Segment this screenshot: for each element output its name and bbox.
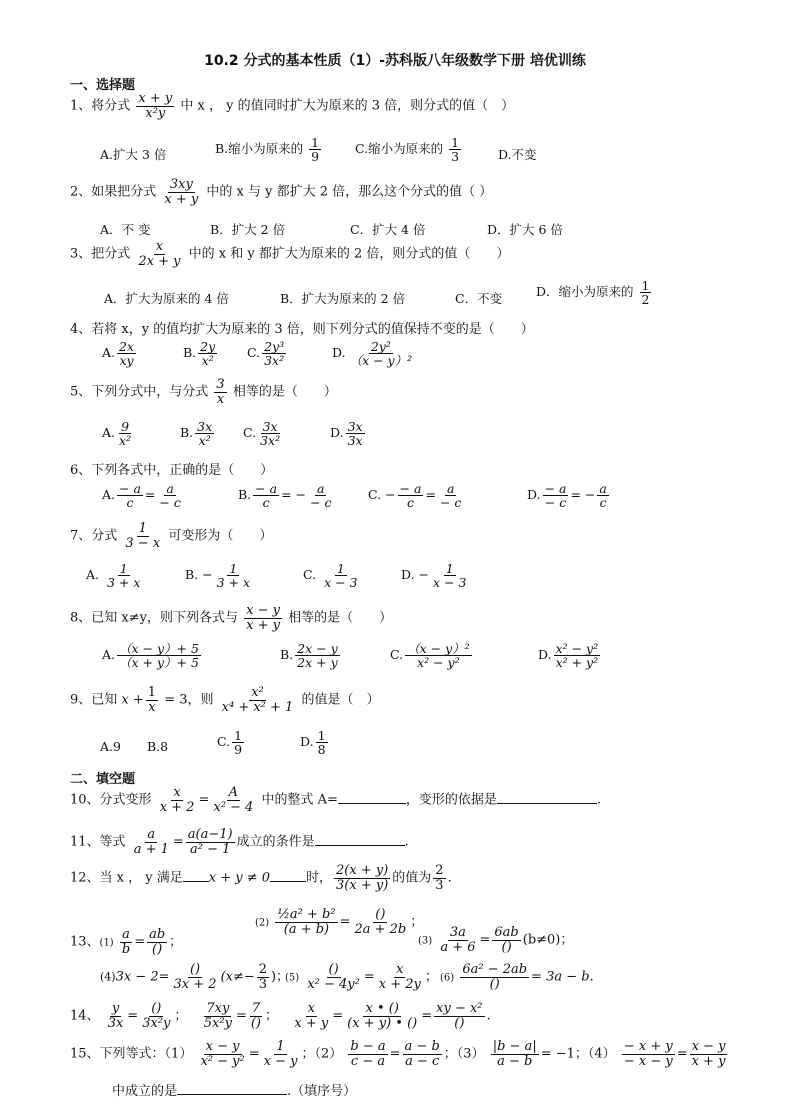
q13-part-4: (4)3x − 2= $\frac{()}{3x + 2}$ (x≠− $\frac{2}{3}$ )； <box>100 962 290 992</box>
q12-blank-2[interactable] <box>270 881 306 882</box>
q13-part-2: (2) $\frac{\text{½a² + b²}}{(a + b)}$ = $\frac{()}{2a + 2b}$ ； <box>255 907 424 937</box>
question-8: 8、已知 x≠y，则下列各式与 $\frac{x - y}{x + y}$ 相等的是（ ） <box>70 603 393 633</box>
question-11: 11、等式 $\frac{a}{a + 1}$ = $\frac{a(a-1)}{\text{a² − 1}}$ 成立的条件是 . <box>70 827 409 857</box>
q6-option-c: C. − $\frac{- a}{c}$ = $\frac{a}{- c}$ <box>368 481 462 511</box>
q9-option-d: D. $\frac{1}{8}$ <box>300 728 326 758</box>
question-2: 2、如果把分式 $\frac{3xy}{x + y}$ 中的 x 与 y 都扩大 2 倍，那么这个分式的值（ ） <box>70 177 493 207</box>
page-title: 10.2 分式的基本性质（1）-苏科版八年级数学下册 培优训练 <box>204 53 586 69</box>
question-6: 6、下列各式中，正确的是（ ） <box>70 463 274 478</box>
q5-option-b: B. $\frac{3x}{\text{x²}}$ <box>180 419 213 449</box>
q3-option-d: D．缩小为原来的 $\frac{1}{2}$ <box>536 278 650 308</box>
question-12: 12、当 x ， y 满足 x + y ≠ 0 时， $\frac{2(x + y)}{3(x + y)}$ 的值为 $\frac{2}{3}$ . <box>70 863 452 893</box>
q1-prefix: 1、将分式 <box>70 98 131 114</box>
q5-option-c: C. $\frac{3x}{\text{3x²}}$ <box>243 419 281 449</box>
q4-option-c: C. $\frac{\text{2y³}}{\text{3x²}}$ <box>247 339 285 369</box>
q8-option-b: B. $\frac{2x - y}{2x + y}$ <box>280 641 338 671</box>
q15-blank[interactable] <box>177 1094 287 1095</box>
section-choice-heading: 一、选择题 <box>70 78 136 93</box>
q8-option-d: D. $\frac{\text{x² − y²}}{\text{x² + y²}}$ <box>538 641 599 671</box>
q7-option-a: A. $\frac{1}{3 + x}$ <box>86 561 141 591</box>
q9-option-b: B.8 <box>147 739 169 754</box>
q1-option-c: C.缩小为原来的 $\frac{1}{3}$ <box>355 135 460 165</box>
q1-option-b: B.缩小为原来的 $\frac{1}{9}$ <box>215 135 320 165</box>
q2-fraction: $\frac{3xy}{x + y}$ <box>164 177 199 207</box>
q1-option-a: A.扩大 3 倍 <box>100 147 167 162</box>
q4-option-b: B. $\frac{2y}{\text{x²}}$ <box>183 339 216 369</box>
q3-option-b: B．扩大为原来的 2 倍 <box>280 291 406 306</box>
q13-part-5: (5) $\frac{()}{\text{x² − 4y²}}$ = $\frac{x}{x + 2y}$ ； <box>285 962 438 992</box>
question-14: 14、 $\frac{y}{3x}$ = $\frac{()}{\text{3x²y}}$ ； $\frac{7xy}{\text{5x²y}}$ = $\frac{7}{()}$ ； $\frac{x}{x + y}$ = $\frac{x • ()}{(x + y) • ()}$ = $\frac{\text{xy − x²}}{()}$ . <box>70 1001 491 1031</box>
q10-blank-a[interactable] <box>338 803 406 804</box>
question-10: 10、分式变形 $\frac{x}{x + 2}$ = $\frac{A}{\text{x² − 4}}$ 中的整式 A= ，变形的依据是 . <box>70 785 602 815</box>
q7-option-b: B. − $\frac{1}{3 + x}$ <box>185 561 251 591</box>
q2-option-a: A．不 变 <box>100 222 151 237</box>
q11-blank[interactable] <box>315 845 405 846</box>
q6-option-b: B. $\frac{- a}{c}$ = − $\frac{a}{- c}$ <box>238 481 332 511</box>
q7-option-d: D. − $\frac{1}{x - 3}$ <box>401 561 467 591</box>
q4-option-d: D. $\frac{\text{2y²}}{\text{（x − y）²}}$ <box>332 339 413 369</box>
q3-fraction: $\frac{x}{2x + y}$ <box>138 239 181 269</box>
question-13: 13、(1) $\frac{a}{b}$ = $\frac{ab}{()}$ ； <box>70 927 183 957</box>
q13-part-3: (3) $\frac{3a}{a + 6}$ = $\frac{6ab}{()}$ (b≠0)； <box>418 925 574 955</box>
q12-blank-1[interactable] <box>183 881 209 882</box>
question-9: 9、已知 x + $\frac{1}{x}$ = 3，则 $\frac{\text{x²}}{\text{x⁴ + x² + 1}}$ 的值是（ ） <box>70 685 380 715</box>
question-5: 5、下列分式中，与分式 $\frac{3}{x}$ 相等的是（ ） <box>70 377 337 407</box>
q1-suffix: 中 x ， y 的值同时扩大为原来的 3 倍，则分式的值（ ） <box>180 98 515 114</box>
q3-option-c: C．不变 <box>455 291 503 306</box>
q9-option-a: A.9 <box>100 739 121 754</box>
q3-option-a: A．扩大为原来的 4 倍 <box>104 291 229 306</box>
q8-option-c: C. $\frac{\text{（x − y）²}}{\text{x² − y²}}$ <box>390 641 470 671</box>
question-3: 3、把分式 $\frac{x}{2x + y}$ 中的 x 和 y 都扩大为原来的 2 倍，则分式的值（ ） <box>70 239 510 269</box>
q1-fraction: $\frac{x + y}{\text{x²y}}$ <box>138 91 173 121</box>
q10-blank-basis[interactable] <box>497 803 597 804</box>
q4-option-a: A. $\frac{2x}{xy}$ <box>102 339 135 369</box>
q2-option-c: C．扩大 4 倍 <box>350 222 426 237</box>
section-fill-heading: 二、填空题 <box>70 772 136 787</box>
q5-option-d: D. $\frac{3x}{3x}$ <box>330 419 363 449</box>
question-1 <box>70 92 514 120</box>
q8-option-a: A. $\frac{(x - y)+ 5}{(x + y)+ 5}$ <box>102 641 199 671</box>
question-15: 15、下列等式：（1） $\frac{x - y}{\text{x² − y²}}$ = $\frac{1}{x - y}$ ；（2） $\frac{b - a}{c - a}$ = $\frac{a - b}{a - c}$ ；（3） $\frac{|b - a|}{a - b}$ = −1；（4） $\frac{- x + y}{- x - y}$ = $\frac{x - y}{x + y}$ <box>70 1039 726 1069</box>
q2-option-b: B．扩大 2 倍 <box>210 222 286 237</box>
question-7: 7、分式 $\frac{1}{3 - x}$ 可变形为（ ） <box>70 521 273 551</box>
q6-option-a: A. $\frac{- a}{c}$ = $\frac{a}{- c}$ <box>102 481 181 511</box>
q2-option-d: D．扩大 6 倍 <box>487 222 563 237</box>
q7-option-c: C. $\frac{1}{x - 3}$ <box>303 561 358 591</box>
q9-option-c: C. $\frac{1}{9}$ <box>217 728 243 758</box>
q13-part-6: (6) $\frac{\text{6a² − 2ab}}{()}$ = 3a − b. <box>440 962 594 992</box>
q1-option-d: D.不变 <box>498 147 537 162</box>
question-4: 4、若将 x，y 的值均扩大为原来的 3 倍，则下列分式的值保持不变的是（ ） <box>70 322 534 337</box>
q15-answer-line: 中成立的是 .（填序号） <box>112 1084 357 1099</box>
q5-option-a: A. $\frac{9}{\text{x²}}$ <box>102 419 132 449</box>
q6-option-d: D. $\frac{- a}{- c}$ = − $\frac{a}{c}$ <box>527 481 607 511</box>
